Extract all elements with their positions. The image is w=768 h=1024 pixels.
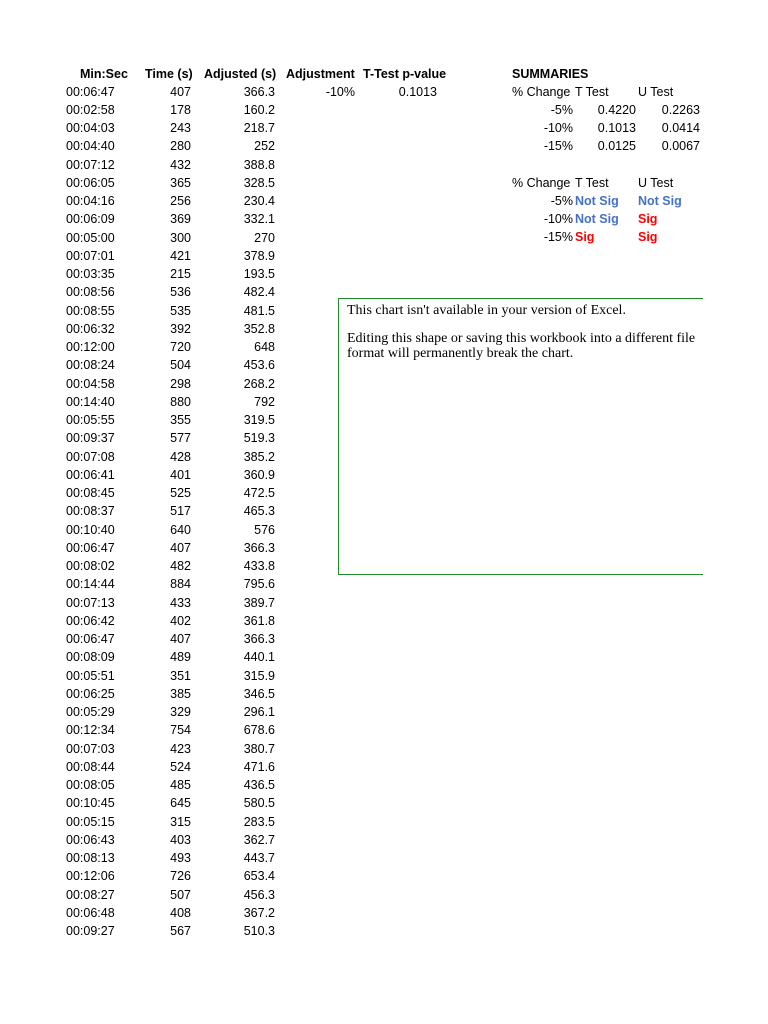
cell-time[interactable]: 392	[170, 321, 191, 336]
cell-time[interactable]: 433	[170, 595, 191, 610]
cell-minsec[interactable]: 00:06:43	[66, 832, 115, 847]
cell-minsec[interactable]: 00:09:27	[66, 924, 115, 938]
cell-adjusted[interactable]: 472.5	[243, 486, 275, 500]
sig-change-cell[interactable]: -5%	[550, 194, 573, 208]
cell-minsec[interactable]: 00:08:02	[66, 559, 115, 573]
header-minsec: Min:Sec	[80, 67, 128, 81]
cell-adjusted[interactable]: 580.5	[243, 796, 275, 811]
cell-time[interactable]: 300	[170, 230, 191, 245]
table-row	[0, 356, 300, 374]
cell-time[interactable]: 407	[170, 84, 191, 99]
table-row	[0, 375, 300, 393]
table-row	[0, 411, 300, 429]
table-row	[0, 265, 300, 283]
table-row	[0, 557, 300, 575]
summary-col-ttest: T Test	[575, 85, 609, 99]
cell-time[interactable]: 365	[170, 175, 191, 190]
cell-minsec[interactable]: 00:06:47	[66, 540, 115, 555]
table-row	[0, 448, 300, 466]
cell-adjusted[interactable]: 283.5	[243, 814, 275, 829]
summary-change-cell[interactable]: -5%	[550, 103, 573, 117]
cell-minsec[interactable]: 00:08:09	[66, 650, 115, 665]
cell-adjusted[interactable]: 366.3	[243, 632, 275, 646]
cell-minsec[interactable]: 00:05:55	[66, 413, 115, 427]
header-adjusted: Adjusted (s)	[204, 67, 277, 81]
cell-time[interactable]: 298	[170, 376, 191, 391]
summary-change-cell[interactable]: -10%	[543, 121, 573, 135]
table-row	[0, 575, 300, 593]
cell-adjusted[interactable]: 795.6	[243, 577, 275, 592]
table-row	[0, 502, 300, 520]
cell-adjusted[interactable]: 193.5	[243, 267, 275, 281]
cell-adjusted[interactable]: 160.2	[243, 102, 275, 117]
cell-time[interactable]: 401	[170, 467, 191, 482]
cell-minsec[interactable]: 00:07:13	[66, 595, 115, 610]
cell-minsec[interactable]: 00:02:58	[66, 102, 115, 117]
table-row	[0, 521, 300, 539]
cell-minsec[interactable]: 00:08:27	[66, 887, 115, 902]
sig-utest-cell[interactable]: Sig	[638, 230, 658, 244]
table-row	[0, 466, 300, 484]
table-row	[0, 192, 300, 210]
cell-time[interactable]: 423	[170, 741, 191, 756]
cell-adjusted[interactable]: 315.9	[243, 668, 275, 683]
cell-adjusted[interactable]: 453.6	[243, 358, 275, 373]
ttest-pvalue-value[interactable]: 0.1013	[398, 85, 437, 99]
sig-col-ttest: T Test	[575, 176, 609, 190]
summary-col-change: % Change	[512, 85, 571, 99]
cell-adjusted[interactable]: 367.2	[243, 905, 275, 920]
cell-adjusted[interactable]: 576	[254, 522, 275, 537]
cell-minsec[interactable]: 00:08:44	[66, 759, 115, 774]
cell-adjusted[interactable]: 440.1	[243, 650, 275, 665]
cell-adjusted[interactable]: 792	[254, 394, 275, 409]
summary-ttest-cell[interactable]: 0.0125	[597, 139, 636, 153]
cell-time[interactable]: 243	[170, 121, 191, 135]
cell-time[interactable]: 369	[170, 212, 191, 227]
cell-adjusted[interactable]: 653.4	[243, 869, 275, 884]
table-row	[0, 594, 300, 612]
table-row	[0, 813, 300, 831]
cell-minsec[interactable]: 00:06:41	[66, 467, 115, 482]
table-row	[0, 156, 300, 174]
sig-ttest-cell[interactable]: Not Sig	[575, 194, 619, 208]
cell-time[interactable]: 884	[170, 577, 191, 592]
cell-adjusted[interactable]: 519.3	[243, 431, 275, 446]
cell-adjusted[interactable]: 481.5	[243, 303, 275, 318]
cell-adjusted[interactable]: 436.5	[243, 778, 275, 792]
table-row	[0, 393, 300, 411]
cell-time[interactable]: 754	[170, 723, 191, 738]
summary-change-cell[interactable]: -15%	[543, 139, 573, 153]
cell-time[interactable]: 432	[170, 157, 191, 172]
cell-time[interactable]: 504	[170, 358, 191, 373]
table-row	[0, 174, 300, 192]
sig-change-cell[interactable]: -10%	[543, 212, 573, 226]
cell-minsec[interactable]: 00:06:48	[66, 905, 115, 920]
cell-time[interactable]: 726	[170, 869, 191, 884]
cell-time[interactable]: 524	[170, 759, 191, 774]
cell-time[interactable]: 720	[170, 340, 191, 354]
cell-minsec[interactable]: 00:05:51	[66, 668, 115, 683]
header-adjustment: Adjustment	[286, 67, 355, 81]
cell-minsec[interactable]: 00:12:34	[66, 723, 115, 738]
table-row	[0, 137, 300, 155]
cell-adjusted[interactable]: 456.3	[243, 887, 275, 902]
cell-minsec[interactable]: 00:04:58	[66, 376, 115, 391]
cell-minsec[interactable]: 00:08:45	[66, 486, 115, 500]
cell-adjusted[interactable]: 362.7	[243, 832, 275, 847]
table-row	[0, 320, 300, 338]
sig-utest-cell[interactable]: Sig	[638, 212, 658, 226]
sig-utest-cell[interactable]: Not Sig	[638, 194, 682, 208]
cell-time[interactable]: 525	[170, 486, 191, 500]
cell-minsec[interactable]: 00:04:03	[66, 121, 115, 135]
table-row	[0, 886, 300, 904]
table-row	[0, 794, 300, 812]
cell-adjusted[interactable]: 328.5	[243, 175, 275, 190]
cell-time[interactable]: 517	[170, 504, 191, 519]
cell-adjusted[interactable]: 360.9	[243, 467, 275, 482]
summary-utest-cell[interactable]: 0.0414	[661, 121, 700, 135]
cell-minsec[interactable]: 00:06:25	[66, 686, 115, 701]
cell-minsec[interactable]: 00:12:06	[66, 869, 115, 884]
table-row	[0, 867, 300, 885]
cell-time[interactable]: 215	[170, 267, 191, 281]
table-row	[0, 648, 300, 666]
cell-time[interactable]: 485	[170, 778, 191, 792]
cell-minsec[interactable]: 00:10:45	[66, 796, 115, 811]
table-row	[0, 831, 300, 849]
summary-col-utest: U Test	[638, 85, 674, 99]
table-row	[0, 922, 300, 940]
table-row	[0, 484, 300, 502]
cell-adjusted[interactable]: 389.7	[243, 595, 275, 610]
cell-minsec[interactable]: 00:07:01	[66, 248, 115, 263]
cell-adjusted[interactable]: 380.7	[243, 741, 275, 756]
cell-time[interactable]: 256	[170, 194, 191, 208]
cell-minsec[interactable]: 00:07:08	[66, 449, 115, 464]
cell-minsec[interactable]: 00:04:40	[66, 139, 115, 154]
cell-minsec[interactable]: 00:08:56	[66, 285, 115, 300]
chart-unavailable-message: This chart isn't available in your version of Excel.	[347, 303, 626, 318]
table-row	[0, 83, 300, 101]
summary-ttest-cell[interactable]: 0.1013	[597, 121, 636, 135]
cell-adjusted[interactable]: 268.2	[243, 376, 275, 391]
cell-minsec[interactable]: 00:09:37	[66, 431, 115, 446]
cell-minsec[interactable]: 00:05:00	[66, 230, 115, 245]
table-row	[0, 247, 300, 265]
table-row	[0, 667, 300, 685]
cell-adjusted[interactable]: 471.6	[243, 759, 275, 774]
table-row	[0, 283, 300, 301]
cell-minsec[interactable]: 00:07:03	[66, 741, 115, 756]
table-row	[0, 229, 300, 247]
cell-minsec[interactable]: 00:06:47	[66, 84, 115, 99]
sig-col-utest: U Test	[638, 176, 674, 190]
table-row	[0, 119, 300, 137]
cell-time[interactable]: 535	[170, 303, 191, 318]
cell-time[interactable]: 329	[170, 705, 191, 719]
table-row	[0, 612, 300, 630]
cell-adjusted[interactable]: 388.8	[243, 157, 275, 172]
cell-adjusted[interactable]: 252	[254, 139, 275, 154]
table-row	[0, 539, 300, 557]
cell-time[interactable]: 507	[170, 887, 191, 902]
cell-minsec[interactable]: 00:06:05	[66, 175, 115, 190]
summary-utest-cell[interactable]: 0.2263	[661, 103, 700, 117]
cell-adjusted[interactable]: 482.4	[243, 285, 275, 300]
table-row	[0, 630, 300, 648]
cell-adjusted[interactable]: 678.6	[243, 723, 275, 738]
cell-time[interactable]: 421	[170, 248, 191, 263]
cell-adjusted[interactable]: 366.3	[243, 540, 275, 555]
cell-time[interactable]: 567	[170, 924, 191, 938]
table-row	[0, 210, 300, 228]
cell-time[interactable]: 315	[170, 814, 191, 829]
cell-time[interactable]: 577	[170, 431, 191, 446]
header-summaries: SUMMARIES	[512, 67, 589, 81]
chart-placeholder-shape[interactable]	[338, 298, 703, 575]
cell-time[interactable]: 645	[170, 796, 191, 811]
cell-adjusted[interactable]: 270	[254, 230, 275, 245]
cell-adjusted[interactable]: 385.2	[243, 449, 275, 464]
table-row	[0, 101, 300, 119]
cell-adjusted[interactable]: 433.8	[243, 559, 275, 573]
cell-adjusted[interactable]: 218.7	[243, 121, 275, 135]
summary-utest-cell[interactable]: 0.0067	[661, 139, 700, 153]
cell-time[interactable]: 482	[170, 559, 191, 573]
cell-minsec[interactable]: 00:08:37	[66, 504, 115, 519]
adjustment-value[interactable]: -10%	[325, 85, 355, 99]
cell-minsec[interactable]: 00:06:47	[66, 632, 115, 646]
cell-minsec[interactable]: 00:05:29	[66, 705, 115, 719]
table-row	[0, 302, 300, 320]
cell-time[interactable]: 489	[170, 650, 191, 665]
header-ttest-pvalue: T-Test p-value	[363, 67, 447, 81]
cell-minsec[interactable]: 00:06:32	[66, 321, 115, 336]
cell-time[interactable]: 880	[170, 394, 191, 409]
cell-adjusted[interactable]: 510.3	[243, 924, 275, 938]
table-row	[0, 758, 300, 776]
cell-minsec[interactable]: 00:05:15	[66, 814, 115, 829]
cell-adjusted[interactable]: 443.7	[243, 851, 275, 865]
cell-time[interactable]: 403	[170, 832, 191, 847]
cell-time[interactable]: 351	[170, 668, 191, 683]
chart-warning-message: Editing this shape or saving this workbook into a different file format will permanently break the chart.	[347, 331, 696, 361]
header-time: Time (s)	[145, 67, 193, 81]
cell-minsec[interactable]: 00:03:35	[66, 267, 115, 281]
cell-adjusted[interactable]: 346.5	[243, 686, 275, 701]
cell-time[interactable]: 428	[170, 449, 191, 464]
cell-time[interactable]: 355	[170, 413, 191, 427]
table-row	[0, 721, 300, 739]
cell-time[interactable]: 493	[170, 851, 191, 865]
cell-time[interactable]: 536	[170, 285, 191, 300]
cell-time[interactable]: 178	[170, 102, 191, 117]
table-row	[0, 429, 300, 447]
cell-adjusted[interactable]: 319.5	[243, 413, 275, 427]
cell-adjusted[interactable]: 361.8	[243, 613, 275, 628]
summary-ttest-cell[interactable]: 0.4220	[597, 103, 636, 117]
table-row	[0, 703, 300, 721]
cell-adjusted[interactable]: 648	[254, 340, 275, 354]
cell-minsec[interactable]: 00:12:00	[66, 340, 115, 354]
cell-minsec[interactable]: 00:04:16	[66, 194, 115, 208]
table-row	[0, 338, 300, 356]
cell-time[interactable]: 280	[170, 139, 191, 154]
cell-minsec[interactable]: 00:08:13	[66, 851, 115, 865]
table-row	[0, 740, 300, 758]
sig-ttest-cell[interactable]: Sig	[575, 230, 595, 244]
cell-minsec[interactable]: 00:10:40	[66, 522, 115, 537]
cell-time[interactable]: 402	[170, 613, 191, 628]
table-row	[0, 776, 300, 794]
sig-ttest-cell[interactable]: Not Sig	[575, 212, 619, 226]
cell-minsec[interactable]: 00:08:24	[66, 358, 115, 373]
cell-minsec[interactable]: 00:07:12	[66, 157, 115, 172]
cell-time[interactable]: 407	[170, 632, 191, 646]
cell-adjusted[interactable]: 378.9	[243, 248, 275, 263]
cell-adjusted[interactable]: 465.3	[243, 504, 275, 519]
cell-minsec[interactable]: 00:08:05	[66, 778, 115, 792]
table-row	[0, 849, 300, 867]
cell-minsec[interactable]: 00:06:42	[66, 613, 115, 628]
cell-time[interactable]: 385	[170, 686, 191, 701]
cell-time[interactable]: 408	[170, 905, 191, 920]
chart-placeholder-text	[347, 303, 703, 374]
cell-minsec[interactable]: 00:14:44	[66, 577, 115, 592]
cell-adjusted[interactable]: 230.4	[243, 194, 275, 208]
cell-adjusted[interactable]: 352.8	[243, 321, 275, 336]
cell-minsec[interactable]: 00:06:09	[66, 212, 115, 227]
data-table-body	[0, 83, 300, 941]
cell-minsec[interactable]: 00:08:55	[66, 303, 115, 318]
sig-change-cell[interactable]: -15%	[543, 230, 573, 244]
cell-adjusted[interactable]: 296.1	[243, 705, 275, 719]
cell-minsec[interactable]: 00:14:40	[66, 394, 115, 409]
cell-time[interactable]: 407	[170, 540, 191, 555]
cell-adjusted[interactable]: 332.1	[243, 212, 275, 227]
cell-adjusted[interactable]: 366.3	[243, 84, 275, 99]
sig-col-change: % Change	[512, 176, 571, 190]
cell-time[interactable]: 640	[170, 522, 191, 537]
table-row	[0, 904, 300, 922]
table-row	[0, 685, 300, 703]
